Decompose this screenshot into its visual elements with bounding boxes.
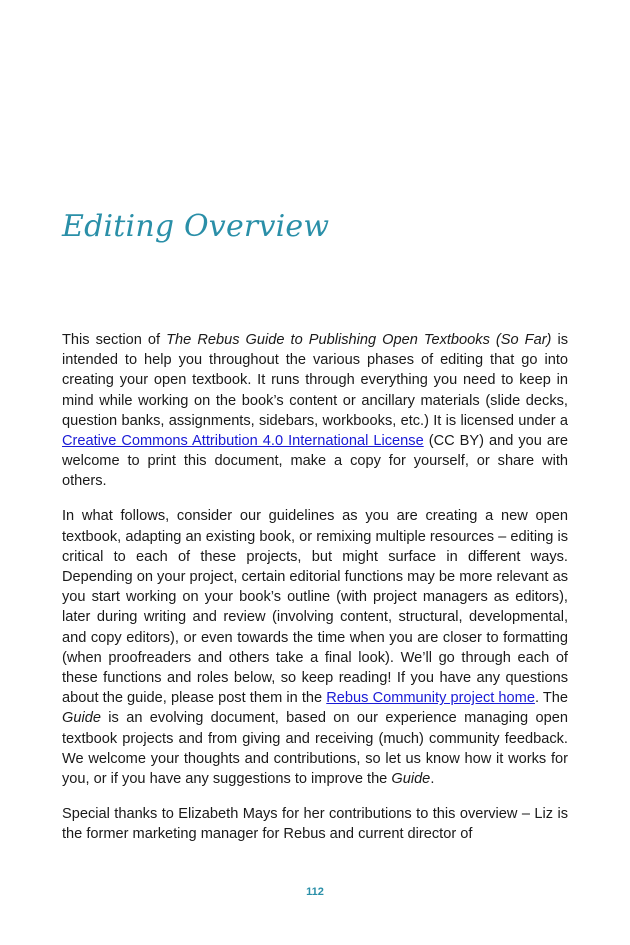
paragraph-text: (CC BY) and you are welcome to print this document, make a copy for yourself, or share with others. <box>62 433 568 490</box>
paragraph-text: This section of <box>62 332 167 348</box>
paragraph-text: . <box>430 771 435 788</box>
book-title-emphasis: The Rebus Guide to Publishing Open Textbooks (So Far) <box>166 332 552 348</box>
chapter-title: Editing Overview <box>62 209 330 244</box>
paragraph-intro <box>62 330 568 492</box>
page-number: 112 <box>306 886 324 898</box>
rebus-community-link[interactable]: Rebus Community project home <box>326 690 535 707</box>
paragraph-text: is an evolving document, based on our experience managing open textbook projects and from giving and receiving (much) community feedback. We welcome your thoughts and contributions, so let us know how it works for you, or if you have any suggestions to improve the <box>62 710 568 788</box>
cc-license-link[interactable]: Creative Commons Attribution 4.0 International License <box>62 433 424 450</box>
paragraph-text: is intended to help you throughout the various phases of editing that go into creating your open textbook. It runs through everything you need to keep in mind while working on the book’s content or ancillary materials (slide decks, question banks, assignments, sidebars, workbooks, etc.) It is licensed under a <box>62 332 569 429</box>
guide-emphasis: Guide <box>391 771 431 788</box>
body-text <box>62 330 568 859</box>
guide-emphasis: Guide <box>62 710 101 727</box>
paragraph-text: Special thanks to Elizabeth Mays for her contributions to this overview – Liz is the former marketing manager for Rebus and current director of <box>62 806 568 843</box>
paragraph-guidelines <box>62 506 568 789</box>
paragraph-text: . The <box>534 690 569 707</box>
paragraph-text: In what follows, consider our guidelines as you are creating a new open textbook, adapting an existing book, or remixing multiple resources – editing is critical to each of these projects, but might surface in different ways. Depending on your project, certain editorial functions may be more relevant as you start working on your book’s outline (with project managers as editors), later during writing and review (involving content, structural, developmental, and copy editors), or even towards the time when you are closer to formatting (when proofreaders and others take a final look). We’ll go through each of these functions and roles below, so keep reading! If you have any questions about the guide, please post them in the <box>62 508 568 707</box>
paragraph-thanks <box>62 804 568 844</box>
